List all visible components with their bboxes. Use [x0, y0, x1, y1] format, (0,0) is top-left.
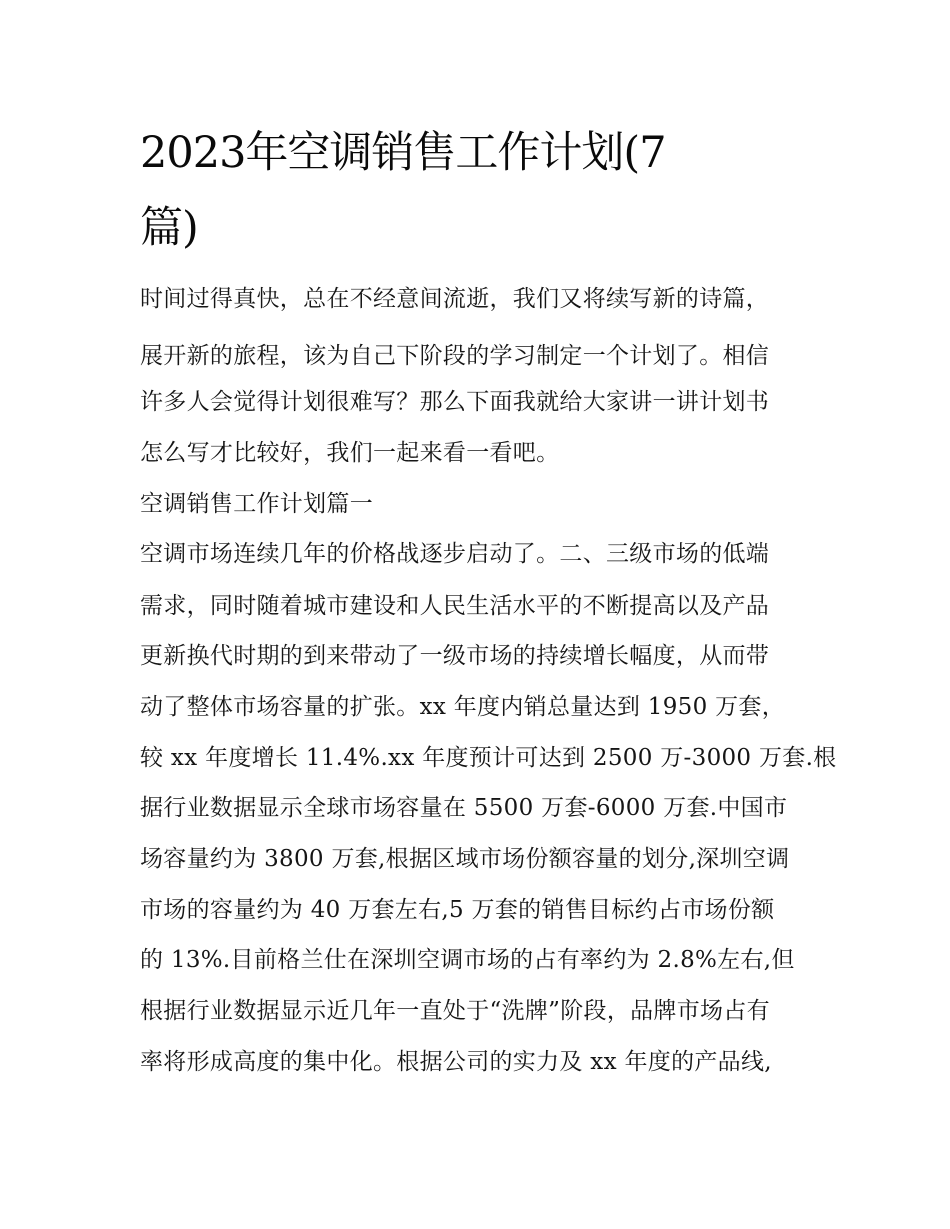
- section-heading: 空调销售工作计划篇一: [140, 491, 373, 517]
- section-paragraph-line: 据行业数据显示全球市场容量在 5500 万套-6000 万套.中国市: [140, 795, 788, 821]
- section-paragraph-line: 空调市场连续几年的价格战逐步启动了。二、三级市场的低端: [140, 541, 770, 567]
- intro-paragraph-line: 怎么写才比较好，我们一起来看一看吧。: [140, 440, 560, 466]
- section-paragraph-line: 较 xx 年度增长 11.4%.xx 年度预计可达到 2500 万-3000 万套.根: [140, 745, 837, 771]
- document-title-line-1: 2023年空调销售工作计划(7: [140, 128, 666, 178]
- section-paragraph-line: 市场的容量约为 40 万套左右,5 万套的销售目标约占市场份额: [140, 897, 775, 923]
- intro-paragraph-line: 展开新的旅程，该为自己下阶段的学习制定一个计划了。相信: [140, 343, 770, 369]
- section-paragraph-line: 更新换代时期的到来带动了一级市场的持续增长幅度，从而带: [140, 643, 770, 669]
- section-paragraph-line: 根据行业数据显示近几年一直处于“洗牌”阶段，品牌市场占有: [140, 998, 770, 1024]
- section-paragraph-line: 动了整体市场容量的扩张。xx 年度内销总量达到 1950 万套，: [140, 694, 786, 720]
- intro-paragraph-line: 时间过得真快，总在不经意间流逝，我们又将续写新的诗篇，: [140, 286, 770, 312]
- section-paragraph-line: 的 13%.目前格兰仕在深圳空调市场的占有率约为 2.8%左右,但: [140, 947, 795, 973]
- document-title-line-2: 篇): [140, 203, 198, 253]
- section-paragraph-line: 率将形成高度的集中化。根据公司的实力及 xx 年度的产品线,: [140, 1049, 772, 1075]
- section-paragraph-line: 场容量约为 3800 万套,根据区域市场份额容量的划分,深圳空调: [140, 846, 790, 872]
- section-paragraph-line: 需求，同时随着城市建设和人民生活水平的不断提高以及产品: [140, 593, 770, 619]
- intro-paragraph-line: 许多人会觉得计划很难写？那么下面我就给大家讲一讲计划书: [140, 389, 770, 415]
